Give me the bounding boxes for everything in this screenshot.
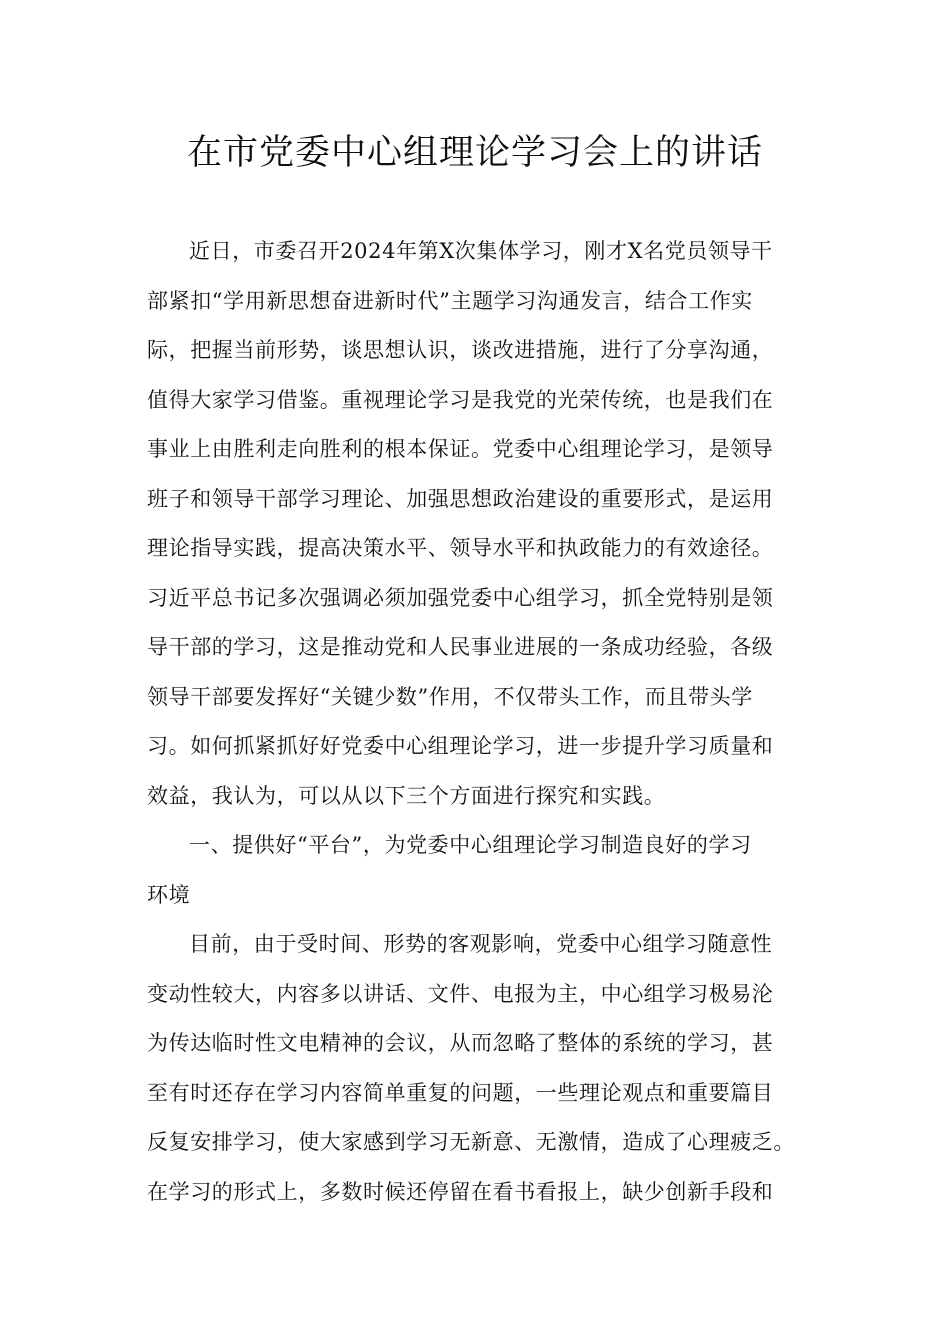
text-line: 值得大家学习借鉴。重视理论学习是我党的光荣传统，也是我们在 <box>147 387 774 412</box>
text-line: 部紧扣“学用新思想奋进新时代”主题学习沟通发言，结合工作实 <box>147 288 753 313</box>
text-line: 在学习的形式上，多数时候还停留在看书看报上，缺少创新手段和 <box>147 1179 774 1204</box>
text-line: 环境 <box>147 882 191 907</box>
text-line: 为传达临时性文电精神的会议，从而忽略了整体的系统的学习，甚 <box>147 1031 774 1055</box>
text-line: 际，把握当前形势，谈思想认识，谈改进措施，进行了分享沟通， <box>147 338 774 362</box>
text-line: 班子和领导干部学习理论、加强思想政治建设的重要形式，是运用 <box>147 486 774 511</box>
text-line: 反复安排学习，使大家感到学习无新意、无激情，造成了心理疲乏。 <box>147 1130 795 1154</box>
text-line: 至有时还存在学习内容简单重复的问题，一些理论观点和重要篇目 <box>147 1080 774 1105</box>
text-line: 事业上由胜利走向胜利的根本保证。党委中心组理论学习，是领导 <box>147 437 774 461</box>
text-line: 理论指导实践，提高决策水平、领导水平和执政能力的有效途径。 <box>147 536 774 560</box>
document-title: 在市党委中心组理论学习会上的讲话 <box>186 133 763 173</box>
text-line: 习近平总书记多次强调必须加强党委中心组学习，抓全党特别是领 <box>147 585 774 610</box>
document-body <box>147 227 827 1217</box>
text-line: 习。如何抓紧抓好好党委中心组理论学习，进一步提升学习质量和 <box>147 734 774 758</box>
text-line: 效益，我认为，可以从以下三个方面进行探究和实践。 <box>147 783 666 808</box>
text-line: 一、提供好“平台”，为党委中心组理论学习制造良好的学习 <box>189 833 752 857</box>
text-line: 变动性较大，内容多以讲话、文件、电报为主，中心组学习极易沦 <box>147 981 774 1006</box>
text-line: 目前，由于受时间、形势的客观影响，党委中心组学习随意性 <box>189 932 773 956</box>
text-line: 导干部的学习，这是推动党和人民事业进展的一条成功经验，各级 <box>147 635 774 659</box>
text-line: 近日，市委召开2024年第X次集体学习，刚才X名党员领导干 <box>189 239 773 263</box>
text-line: 领导干部要发挥好“关键少数”作用，不仅带头工作，而且带头学 <box>147 684 753 709</box>
